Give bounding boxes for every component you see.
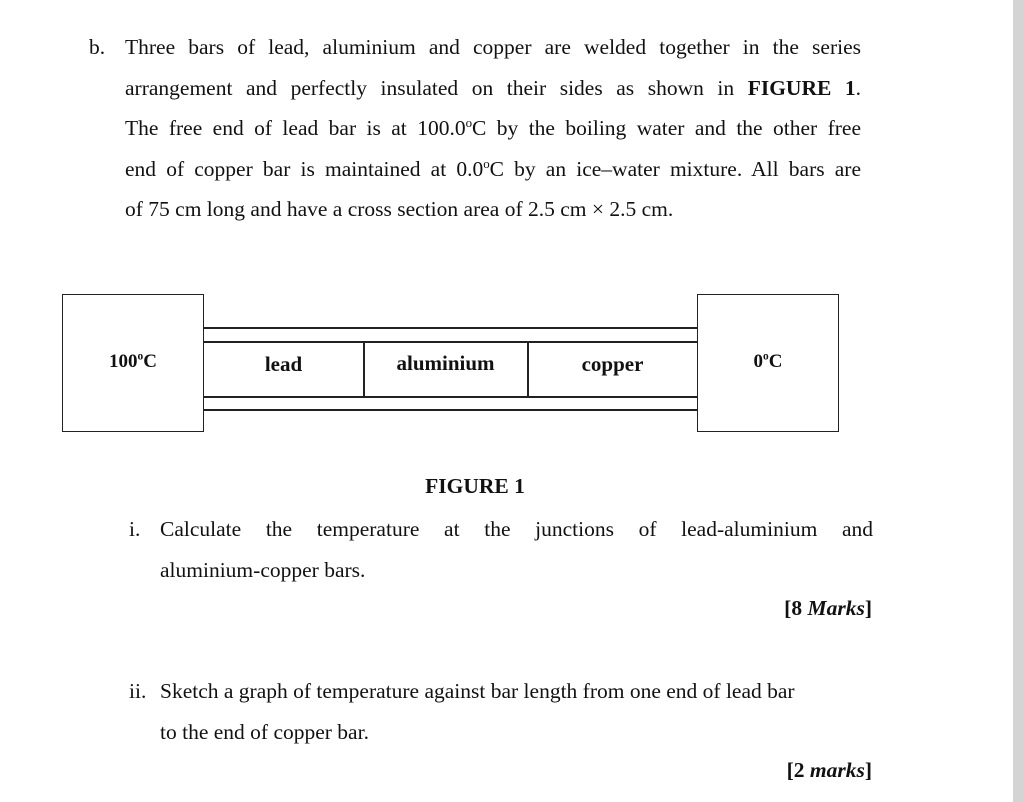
part-i-marks: [8 Marks]: [784, 596, 872, 620]
bar-lead-label: lead: [264, 352, 303, 376]
figure-reference: FIGURE 1: [747, 75, 856, 100]
bar-top-edge: [203, 341, 698, 343]
insulation-bottom: [203, 409, 698, 411]
cold-temperature: 0$^o$C: [753, 350, 783, 372]
cold-reservoir: [697, 294, 839, 432]
insulation-top: [203, 327, 698, 329]
part-i-label: i.: [129, 517, 141, 541]
hot-temperature: 100$^o$C: [109, 350, 157, 372]
part-ii-label: ii.: [129, 679, 147, 703]
part-ii-marks: [2 marks]: [786, 758, 872, 782]
bar-bottom-edge: [203, 396, 698, 398]
bar-copper-label: copper: [581, 352, 644, 376]
figure-caption: FIGURE 1: [425, 474, 525, 498]
scrollbar[interactable]: [1013, 0, 1024, 802]
part-ii-text: Sketch a graph of temperature against bar length from one end of lead bar to the end of copper bar.: [160, 679, 795, 744]
part-i-text: Calculate the temperature at the junctions of lead-aluminium and aluminium-copper bars.: [160, 517, 873, 582]
question-text: Three bars of lead, aluminium and copper are welded together in the series arrangement and perfectly insulated on their sides as shown in FIGURE 1. The free end of lead bar is at 100.0$^o$C by the boiling water and the other free end of copper bar is maintained at 0.0$^o$C by an ice–water mixture. All bars are of 75 cm long and have a cross section area of 2.5 cm × 2.5 cm.: [125, 35, 861, 221]
hot-reservoir: [62, 294, 204, 432]
question-label: b.: [89, 35, 106, 59]
bar-aluminium-label: aluminium: [396, 351, 495, 375]
